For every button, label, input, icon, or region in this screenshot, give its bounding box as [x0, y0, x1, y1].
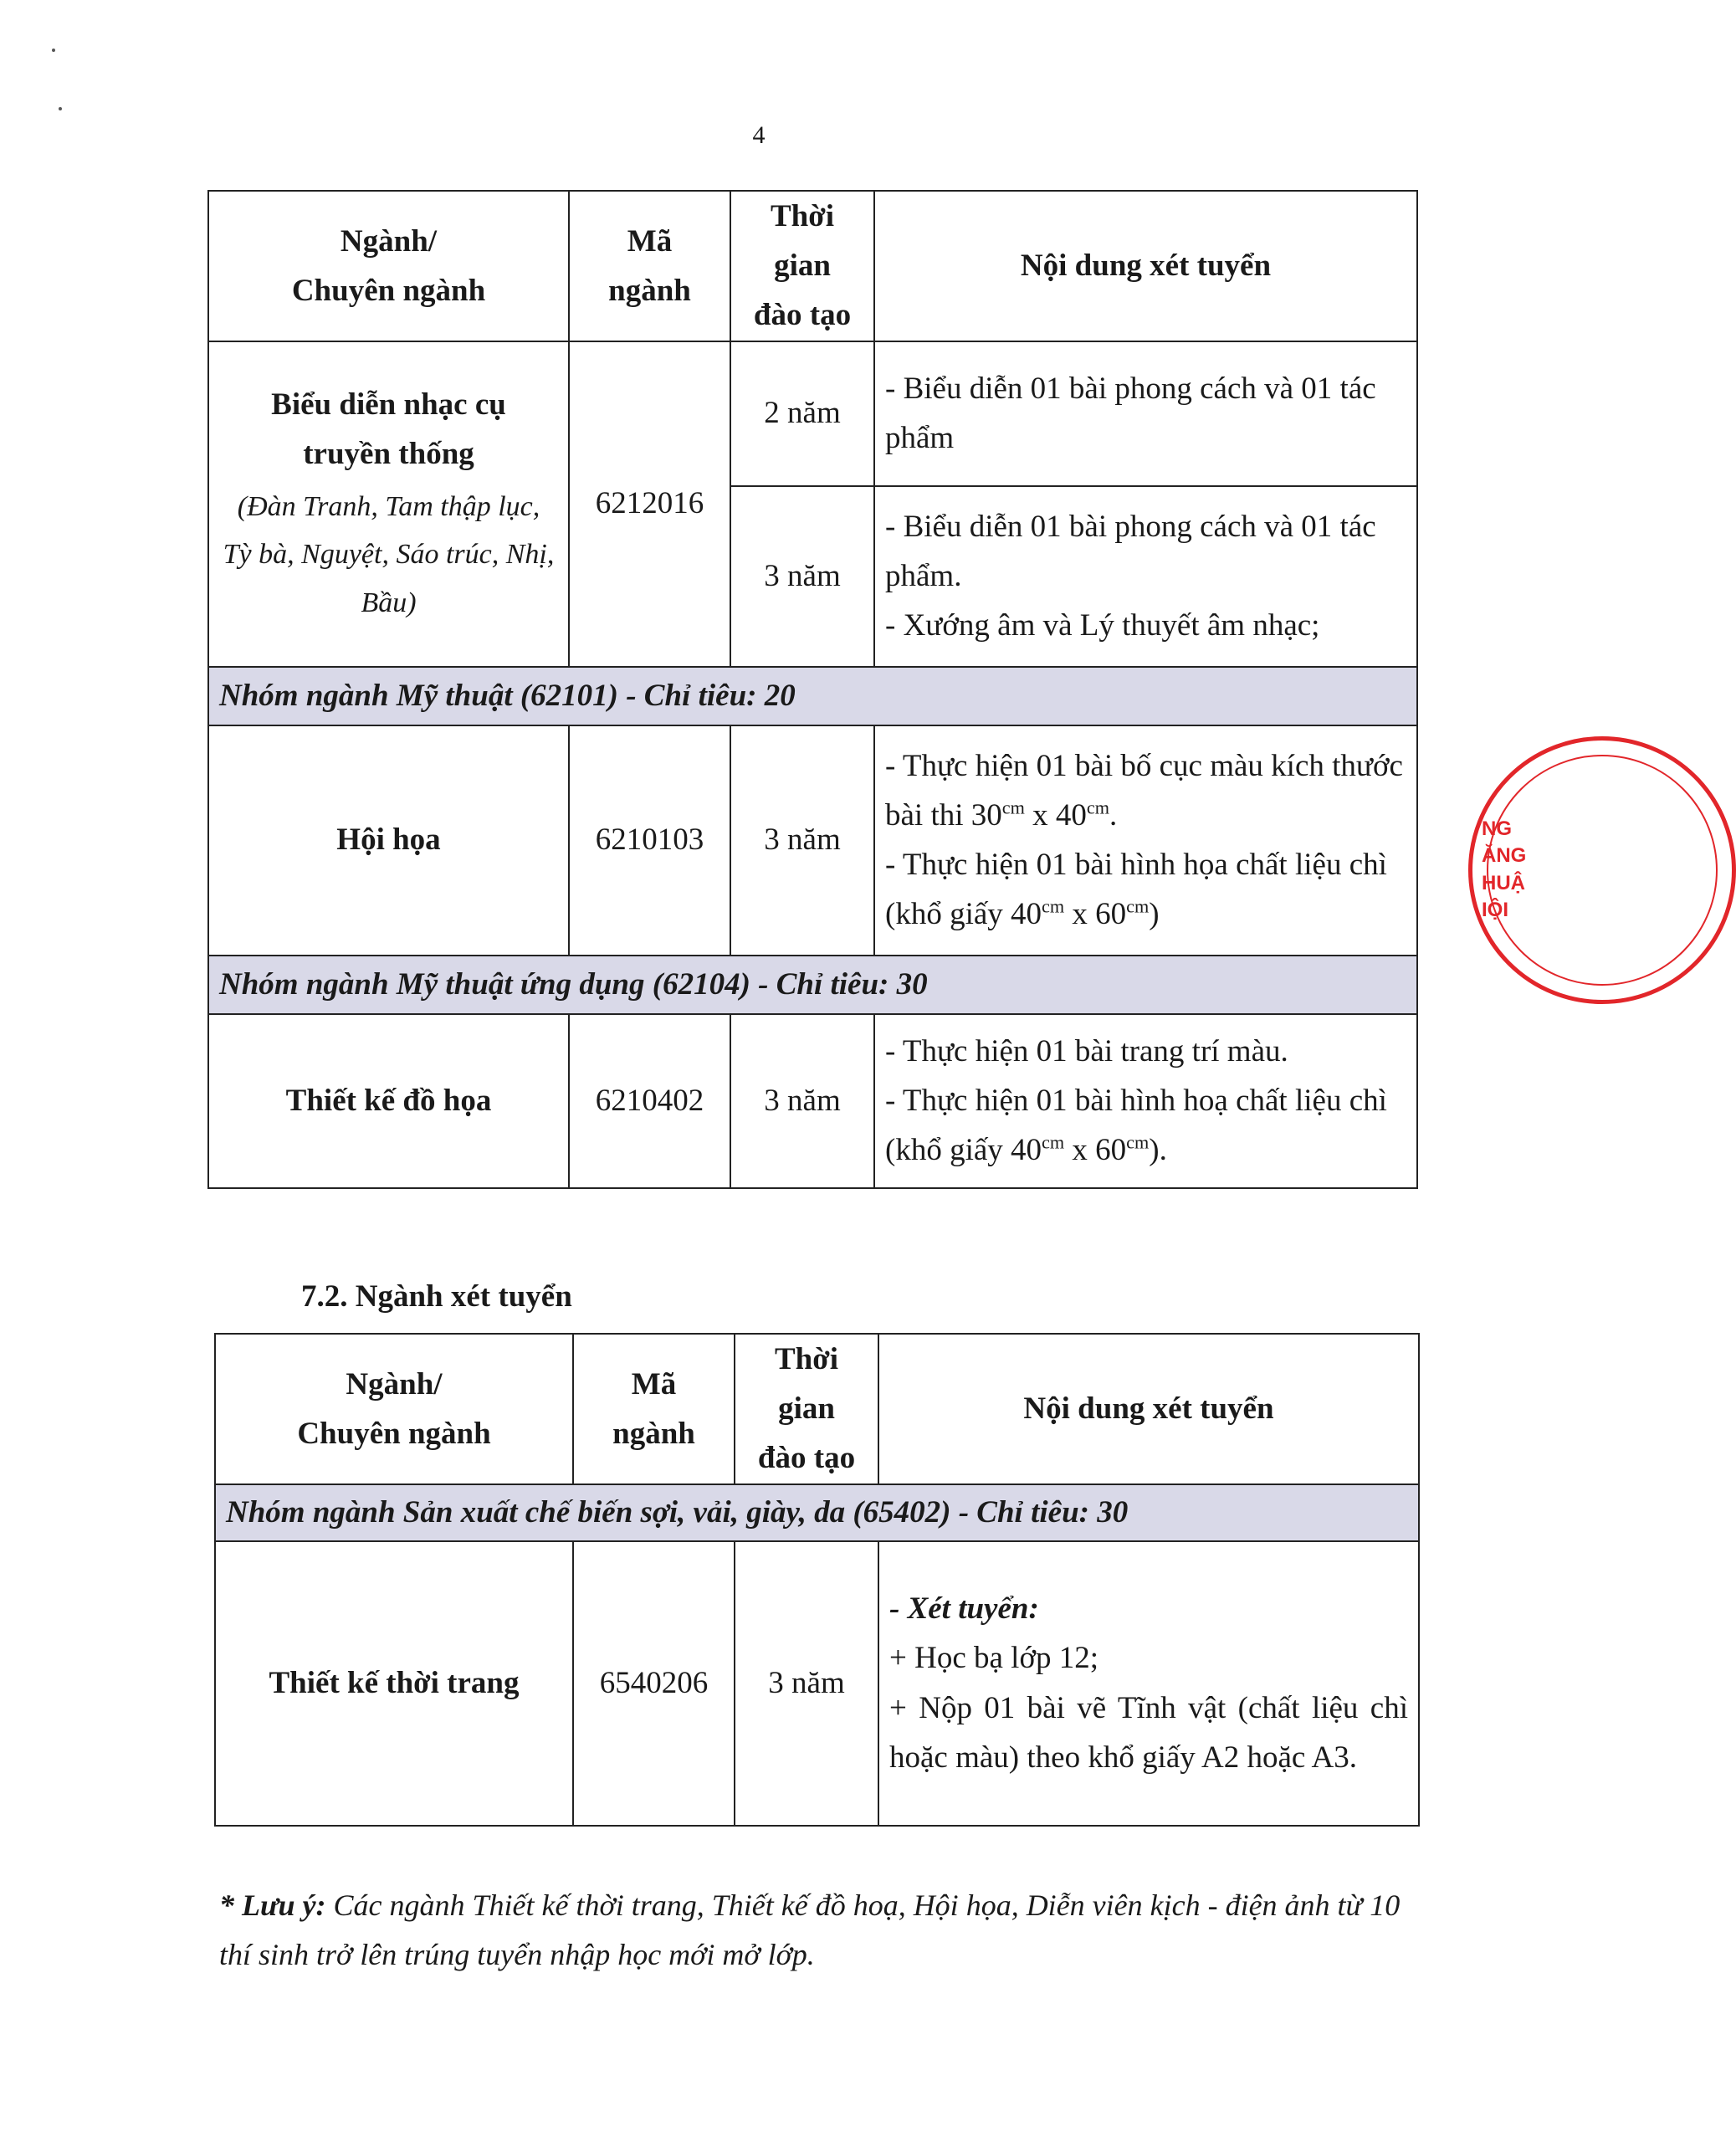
group-row	[215, 1484, 1419, 1541]
program-name: truyền thống	[303, 437, 474, 472]
program-content: - Thực hiện 01 bài trang trí màu. - Thực hiện 01 bài hình hoạ chất liệu chì (khổ giấy $40^{cm}$ x $60^{cm}$).	[874, 1014, 1417, 1188]
header-major: Ngành/ Chuyên ngành	[215, 1334, 573, 1484]
header-major: Ngành/ Chuyên ngành	[208, 191, 569, 341]
program-code: 6210103	[569, 725, 730, 956]
program-duration: 3 năm	[730, 725, 874, 956]
program-duration: 2 năm	[730, 341, 874, 486]
section-heading: 7.2. Ngành xét tuyển	[301, 1279, 572, 1314]
table-row	[215, 1541, 1419, 1826]
table-row	[208, 341, 1417, 486]
group-label: Nhóm ngành Sản xuất chế biến sợi, vải, giày, da (65402) - Chỉ tiêu: 30	[215, 1484, 1419, 1541]
footnote-label: * Lưu ý:	[219, 1888, 326, 1922]
program-content: - Biểu diễn 01 bài phong cách và 01 tác phẩm	[874, 341, 1417, 486]
header-code: Mã ngành	[573, 1334, 735, 1484]
group-label: Nhóm ngành Mỹ thuật (62101) - Chỉ tiêu: 20	[208, 667, 1417, 725]
table-header-row	[215, 1334, 1419, 1484]
program-subtitle: (Đàn Tranh, Tam thập lục, Tỳ bà, Nguyệt, Sáo trúc, Nhị, Bầu)	[223, 490, 555, 619]
program-content: - Biểu diễn 01 bài phong cách và 01 tác phẩm. - Xướng âm và Lý thuyết âm nhạc;	[874, 486, 1417, 667]
group-label: Nhóm ngành Mỹ thuật ứng dụng (62104) - Chỉ tiêu: 30	[208, 956, 1417, 1014]
header-content: Nội dung xét tuyển	[878, 1334, 1419, 1484]
program-code: 6540206	[573, 1541, 735, 1826]
header-duration: Thời gian đào tạo	[735, 1334, 878, 1484]
scan-speck	[52, 49, 55, 52]
footnote-text: Các ngành Thiết kế thời trang, Thiết kế đồ hoạ, Hội họa, Diễn viên kịch - điện ảnh từ 10 thí sinh trở lên trúng tuyển nhập học mới mở lớp.	[219, 1888, 1401, 1972]
page-number: 4	[752, 121, 766, 149]
program-name: Biểu diễn nhạc cụ	[271, 387, 506, 423]
admission-table-2	[214, 1333, 1420, 1827]
program-name-cell	[215, 1541, 573, 1826]
program-duration: 3 năm	[735, 1541, 878, 1826]
program-name-cell	[208, 341, 569, 667]
header-content: Nội dung xét tuyển	[874, 191, 1417, 341]
program-duration: 3 năm	[730, 1014, 874, 1188]
program-duration: 3 năm	[730, 486, 874, 667]
group-row	[208, 667, 1417, 725]
scan-speck	[59, 107, 62, 110]
program-code: 6210402	[569, 1014, 730, 1188]
table-header-row	[208, 191, 1417, 341]
footnote	[219, 1881, 1424, 1981]
program-content: - Thực hiện 01 bài bố cục màu kích thước bài thi $30^{cm}$ x $40^{cm}$. - Thực hiện 01 bài hình họa chất liệu chì (khổ giấy $40^{cm}$ x $60^{cm}$)	[874, 725, 1417, 956]
table-row	[208, 725, 1417, 956]
program-code: 6212016	[569, 341, 730, 667]
group-row	[208, 956, 1417, 1014]
program-name: Thiết kế đồ họa	[285, 1083, 492, 1118]
table-row	[208, 1014, 1417, 1188]
program-content: - Xét tuyển: + Học bạ lớp 12; + Nộp 01 bài vẽ Tĩnh vật (chất liệu chì hoặc màu) theo khổ giấy A2 hoặc A3.	[878, 1541, 1419, 1826]
official-stamp: NG ĂNG HUẬ IỘI	[1468, 736, 1544, 1004]
program-name: Hội họa	[336, 822, 441, 858]
admission-table-1	[207, 190, 1418, 1189]
program-name-cell	[208, 1014, 569, 1188]
program-name-cell	[208, 725, 569, 956]
program-name: Thiết kế thời trang	[269, 1665, 520, 1700]
header-code: Mã ngành	[569, 191, 730, 341]
header-duration: Thời gian đào tạo	[730, 191, 874, 341]
